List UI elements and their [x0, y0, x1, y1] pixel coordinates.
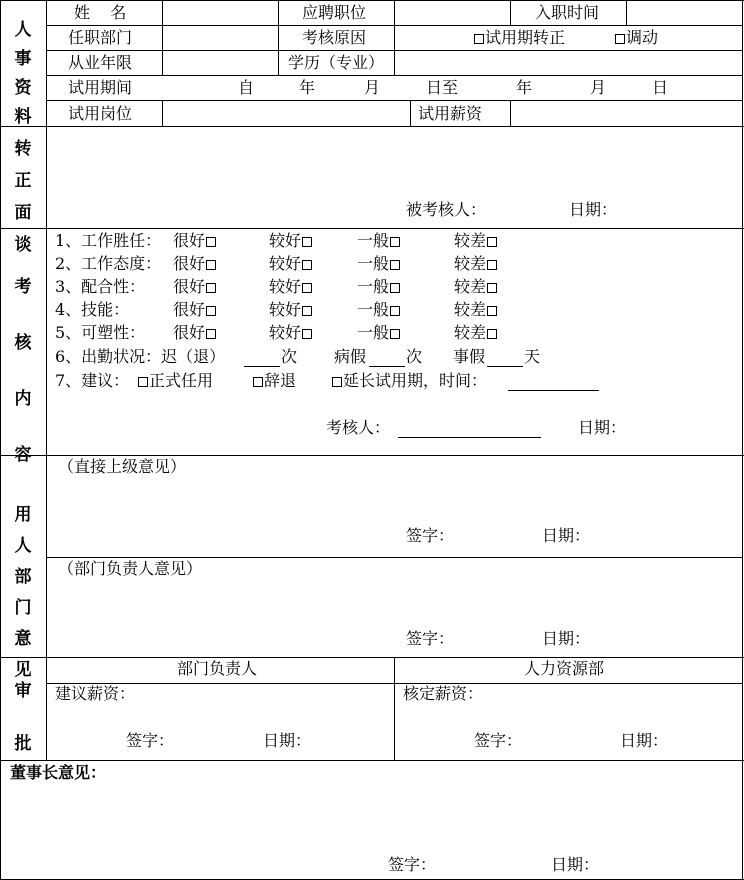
approval-dept-head-header: 部门负责人: [177, 659, 258, 678]
suggest-label: 7、建议：: [55, 371, 130, 390]
dept-field[interactable]: [163, 26, 277, 50]
approval-hr-header: 人力资源部: [524, 659, 605, 678]
period-year1: 年: [299, 78, 316, 97]
checkbox-icon[interactable]: [390, 306, 400, 316]
option-good[interactable]: 较好: [269, 256, 313, 272]
checkbox-icon[interactable]: [390, 237, 400, 247]
checkbox-icon[interactable]: [206, 237, 216, 247]
probation-post-field[interactable]: [163, 101, 409, 126]
probation-salary-label: 试用薪资: [418, 104, 483, 123]
personal-leave-label: 事假: [453, 347, 486, 366]
option-good[interactable]: 较好: [269, 279, 313, 295]
option-very-good[interactable]: 很好: [173, 325, 217, 341]
row-line: [0, 657, 744, 658]
checkbox-icon[interactable]: [206, 306, 216, 316]
chairman-opinion-label: 董事长意见：: [10, 763, 107, 782]
option-very-good[interactable]: 很好: [173, 233, 217, 249]
suggested-salary-label: 建议薪资：: [55, 684, 136, 703]
checkbox-icon[interactable]: [332, 377, 342, 387]
sick-leave-label: 病假: [334, 347, 367, 366]
times-label: 次: [406, 347, 423, 366]
col-line: [410, 100, 411, 126]
period-from: 自: [238, 78, 255, 97]
probation-label: 试用期间: [68, 78, 133, 97]
checkbox-icon[interactable]: [487, 283, 497, 293]
date-label: 日期：: [551, 855, 600, 874]
suggest-option-extend[interactable]: 延长试用期，时间：: [331, 373, 487, 389]
name-field[interactable]: [163, 1, 277, 25]
date-label: 日期：: [620, 731, 669, 750]
option-good[interactable]: 较好: [269, 325, 313, 341]
option-average[interactable]: 一般: [357, 302, 401, 318]
checkbox-icon[interactable]: [302, 329, 312, 339]
supervisor-opinion-area[interactable]: [47, 480, 741, 520]
checkbox-icon[interactable]: [390, 283, 400, 293]
period-month2: 月: [590, 78, 607, 97]
attendance-label: 6、出勤状况：迟（退）: [55, 347, 226, 366]
suggest-option-dismiss[interactable]: 辞退: [252, 373, 296, 389]
option-poor[interactable]: 较差: [454, 233, 498, 249]
date-label: 日期：: [542, 629, 591, 648]
personal-count-field[interactable]: [487, 366, 523, 367]
checkbox-icon[interactable]: [487, 329, 497, 339]
row-line: [0, 228, 744, 229]
entry-time-label: 入职时间: [535, 3, 600, 22]
late-count-field[interactable]: [244, 366, 280, 367]
suggest-option-hire[interactable]: 正式任用: [137, 373, 213, 389]
period-month1: 月: [364, 78, 381, 97]
option-very-good[interactable]: 很好: [173, 279, 217, 295]
option-poor[interactable]: 较差: [454, 325, 498, 341]
interview-date-label: 日期：: [569, 200, 618, 219]
chairman-opinion-area[interactable]: [2, 786, 740, 846]
probation-post-label: 试用岗位: [68, 104, 133, 123]
date-label: 日期：: [542, 526, 591, 545]
checkbox-icon[interactable]: [302, 306, 312, 316]
entry-time-field[interactable]: [627, 1, 741, 25]
option-very-good[interactable]: 很好: [173, 256, 217, 272]
table-border-right: [742, 0, 743, 880]
reason-label: 考核原因: [302, 28, 367, 47]
assessee-label: 被考核人：: [406, 200, 487, 219]
suggested-salary-field[interactable]: [140, 684, 390, 708]
section-label-dept-opinion: 用 人 部 门 意 见: [14, 505, 32, 680]
checkbox-icon[interactable]: [206, 329, 216, 339]
option-average[interactable]: 一般: [357, 233, 401, 249]
sign-label: 签字：: [126, 731, 175, 750]
probation-salary-field[interactable]: [511, 101, 741, 126]
position-label: 应聘职位: [302, 3, 367, 22]
section-label-interview: 转 正 面 谈: [14, 139, 32, 255]
option-average[interactable]: 一般: [357, 325, 401, 341]
period-to: 日至: [426, 78, 459, 97]
years-label: 从业年限: [68, 53, 133, 72]
checkbox-icon[interactable]: [487, 237, 497, 247]
checkbox-icon[interactable]: [474, 34, 484, 44]
checkbox-icon[interactable]: [487, 260, 497, 270]
checkbox-icon[interactable]: [390, 260, 400, 270]
row-line: [0, 455, 744, 456]
checkbox-icon[interactable]: [302, 283, 312, 293]
checkbox-icon[interactable]: [390, 329, 400, 339]
date-label: 日期：: [263, 731, 312, 750]
extend-time-field[interactable]: [508, 390, 599, 391]
dept-label: 任职部门: [68, 28, 133, 47]
head-opinion-label: （部门负责人意见）: [58, 559, 203, 578]
period-year2: 年: [516, 78, 533, 97]
section-divider: [46, 0, 47, 760]
supervisor-opinion-label: （直接上级意见）: [58, 457, 187, 476]
sign-label: 签字：: [388, 855, 437, 874]
sign-label: 签字：: [406, 629, 455, 648]
checkbox-icon[interactable]: [206, 260, 216, 270]
sick-count-field[interactable]: [369, 366, 405, 367]
option-poor[interactable]: 较差: [454, 256, 498, 272]
col-line: [278, 0, 279, 75]
head-opinion-area[interactable]: [47, 582, 741, 622]
assessor-field[interactable]: [398, 437, 541, 438]
row-line: [46, 557, 743, 558]
years-field[interactable]: [163, 51, 277, 75]
option-poor[interactable]: 较差: [454, 279, 498, 295]
assessment-date-label: 日期：: [578, 418, 627, 437]
approved-salary-label: 核定薪资：: [403, 684, 484, 703]
row-line: [46, 75, 743, 76]
checkbox-icon[interactable]: [138, 377, 148, 387]
checkbox-icon[interactable]: [302, 260, 312, 270]
checkbox-icon[interactable]: [253, 377, 263, 387]
education-label: 学历（专业）: [288, 53, 385, 72]
row-line: [0, 760, 744, 761]
section-label-assessment: 考 核 内 容: [14, 277, 32, 465]
checkbox-icon[interactable]: [302, 237, 312, 247]
checkbox-icon[interactable]: [206, 283, 216, 293]
col-line: [394, 657, 395, 760]
option-average[interactable]: 一般: [357, 256, 401, 272]
section-label-approval: 审 批: [14, 681, 32, 754]
checkbox-icon[interactable]: [615, 34, 625, 44]
section-label-personnel: 人 事 资 料: [14, 20, 32, 127]
assessor-label: 考核人：: [326, 418, 391, 437]
reason-option-transfer[interactable]: 调动: [614, 30, 658, 46]
approved-salary-field[interactable]: [488, 684, 738, 708]
days-label: 天: [524, 347, 541, 366]
sign-label: 签字：: [474, 731, 523, 750]
education-field[interactable]: [395, 51, 741, 75]
position-field[interactable]: [395, 1, 509, 25]
name-label: 姓 名: [74, 3, 127, 22]
option-very-good[interactable]: 很好: [173, 302, 217, 318]
option-average[interactable]: 一般: [357, 279, 401, 295]
col-line: [510, 0, 511, 25]
period-day2: 日: [652, 78, 669, 97]
checkbox-icon[interactable]: [487, 306, 497, 316]
times-label: 次: [281, 347, 298, 366]
option-good[interactable]: 较好: [269, 233, 313, 249]
option-good[interactable]: 较好: [269, 302, 313, 318]
option-poor[interactable]: 较差: [454, 302, 498, 318]
interview-notes-area[interactable]: [47, 127, 741, 197]
reason-option-probation[interactable]: 试用期转正: [473, 30, 565, 46]
sign-label: 签字：: [406, 526, 455, 545]
